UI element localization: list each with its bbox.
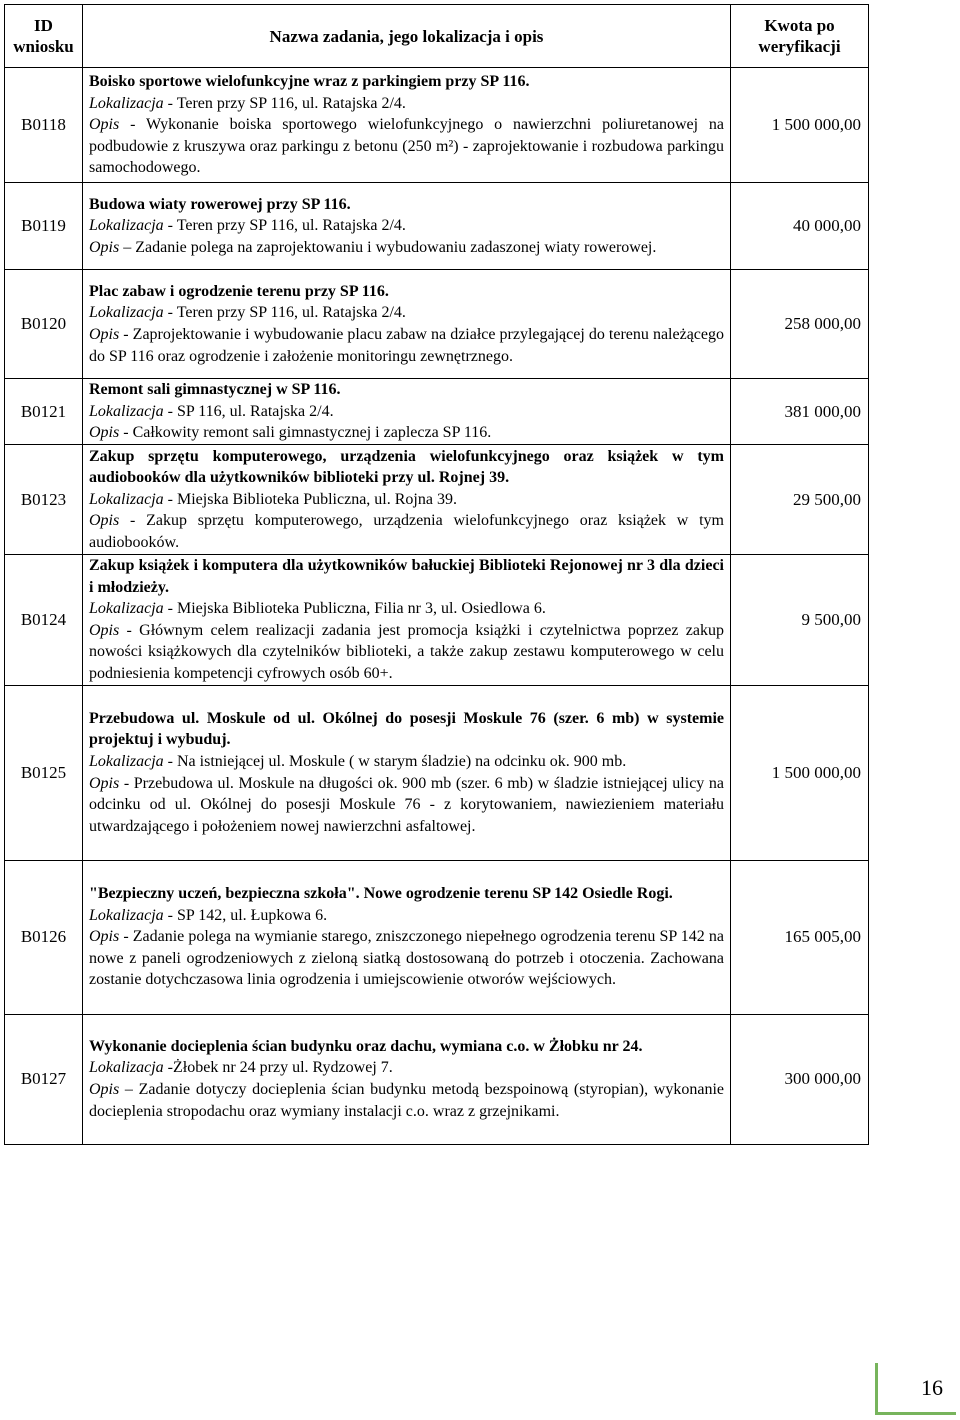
table-row bbox=[5, 860, 869, 1014]
location-label: Lokalizacja bbox=[89, 304, 164, 322]
location-text: - SP 116, ul. Ratajska 2/4. bbox=[163, 402, 334, 420]
description-label: Opis bbox=[89, 326, 120, 343]
description-text: – Zadanie dotyczy docieplenia ścian budynku metodą bezspoinową (styropian), wykonanie docieplenia stropodachu oraz wymiany instalacji c.o. wraz z grzejnikami. bbox=[89, 1081, 724, 1120]
location-label: Lokalizacja bbox=[89, 600, 164, 618]
table-row bbox=[5, 379, 869, 445]
row-id: B0126 bbox=[5, 860, 83, 1014]
description-label: Opis bbox=[89, 621, 120, 639]
description-label: Opis bbox=[89, 512, 120, 530]
task-location bbox=[89, 751, 724, 773]
verification-table bbox=[4, 4, 869, 1145]
location-label: Lokalizacja bbox=[89, 1059, 164, 1077]
task-title: Budowa wiaty rowerowej przy SP 116. bbox=[89, 195, 351, 213]
location-text: -Żłobek nr 24 przy ul. Rydzowej 7. bbox=[163, 1059, 393, 1077]
table-row bbox=[5, 68, 869, 183]
description-text: - Zaprojektowanie i wybudowanie placu zabaw na działce przylegającej do terenu należącego do SP 116 oraz ogrodzenie i założenie monitoringu zewnętrznego. bbox=[89, 326, 724, 365]
header-row bbox=[5, 5, 869, 68]
location-label: Lokalizacja bbox=[89, 752, 164, 770]
row-amount: 165 005,00 bbox=[731, 860, 869, 1014]
row-id: B0127 bbox=[5, 1014, 83, 1144]
location-label: Lokalizacja bbox=[89, 402, 164, 420]
description-text: – Zadanie polega na zaprojektowaniu i wybudowaniu zadaszonej wiaty rowerowej. bbox=[119, 238, 657, 256]
task-title: Przebudowa ul. Moskule od ul. Okólnej do posesji Moskule 76 (szer. 6 mb) w systemie projektuj i wybuduj. bbox=[89, 709, 724, 749]
description-label: Opis bbox=[89, 928, 120, 946]
description-text: - Zadanie polega na wymianie starego, zniszczonego niepełnego ogrodzenia terenu SP 142 na nowe z paneli ogrodzeniowych z zieloną siatką dostosowaną do potrzeb i otoczenia. Zachowana zostanie dotychczasowa linia ogrodzenia i umiejscowienie otworów wejściowych. bbox=[89, 928, 724, 989]
table-row bbox=[5, 270, 869, 379]
task-description bbox=[89, 114, 724, 179]
location-label: Lokalizacja bbox=[89, 490, 164, 508]
description-label: Opis bbox=[89, 1081, 120, 1099]
location-label: Lokalizacja bbox=[89, 94, 164, 112]
task-title: Zakup sprzętu komputerowego, urządzenia wielofunkcyjnego oraz książek w tym audiobooków dla użytkowników biblioteki przy ul. Rojnej 39. bbox=[89, 447, 724, 487]
task-title: "Bezpieczny uczeń, bezpieczna szkoła". Nowe ogrodzenie terenu SP 142 Osiedle Rogi. bbox=[89, 885, 673, 903]
description-text: - Zakup sprzętu komputerowego, urządzenia wielofunkcyjnego oraz książek w tym audiobooków. bbox=[89, 512, 724, 551]
location-label: Lokalizacja bbox=[89, 217, 164, 235]
description-text: - Całkowity remont sali gimnastycznej i zaplecza SP 116. bbox=[119, 424, 492, 442]
task-description bbox=[89, 237, 724, 259]
row-id: B0119 bbox=[5, 183, 83, 270]
description-label: Opis bbox=[89, 774, 120, 792]
location-text: - Miejska Biblioteka Publiczna, ul. Rojna 39. bbox=[163, 490, 457, 508]
row-amount: 29 500,00 bbox=[731, 445, 869, 555]
description-text: - Przebudowa ul. Moskule na długości ok. 900 mb (szer. 6 mb) w śladzie istniejącej ulicy na odcinku od ul. Okólnej do posesji Moskule 76 - z korytowaniem, nawiezieniem materiału utwardzającego i położeniem nowej nawierzchni asfaltowej. bbox=[89, 774, 724, 835]
header-name: Nazwa zadania, jego lokalizacja i opis bbox=[83, 5, 731, 68]
row-description bbox=[83, 68, 731, 183]
location-text: - Na istniejącej ul. Moskule ( w starym śladzie) na odcinku ok. 900 mb. bbox=[163, 752, 627, 770]
location-text: - Miejska Biblioteka Publiczna, Filia nr 3, ul. Osiedlowa 6. bbox=[163, 600, 546, 618]
task-location bbox=[89, 1057, 724, 1079]
task-title: Remont sali gimnastycznej w SP 116. bbox=[89, 381, 341, 399]
task-location bbox=[89, 401, 724, 423]
row-id: B0124 bbox=[5, 555, 83, 686]
row-description bbox=[83, 270, 731, 379]
row-id: B0118 bbox=[5, 68, 83, 183]
row-amount: 1 500 000,00 bbox=[731, 68, 869, 183]
row-amount: 300 000,00 bbox=[731, 1014, 869, 1144]
task-description bbox=[89, 1079, 724, 1122]
row-description bbox=[83, 555, 731, 686]
row-id: B0123 bbox=[5, 445, 83, 555]
description-label: Opis bbox=[89, 238, 120, 256]
row-id: B0125 bbox=[5, 685, 83, 860]
row-amount: 258 000,00 bbox=[731, 270, 869, 379]
row-description bbox=[83, 183, 731, 270]
task-description bbox=[89, 773, 724, 838]
description-label: Opis bbox=[89, 116, 120, 134]
task-description bbox=[89, 324, 724, 367]
row-description bbox=[83, 685, 731, 860]
task-title: Wykonanie docieplenia ścian budynku oraz dachu, wymiana c.o. w Żłobku nr 24. bbox=[89, 1037, 643, 1055]
header-id: ID wniosku bbox=[5, 5, 83, 68]
task-description bbox=[89, 422, 724, 444]
row-amount: 9 500,00 bbox=[731, 555, 869, 686]
location-text: - Teren przy SP 116, ul. Ratajska 2/4. bbox=[163, 94, 406, 112]
table-row bbox=[5, 685, 869, 860]
task-location bbox=[89, 302, 724, 324]
task-title: Plac zabaw i ogrodzenie terenu przy SP 116. bbox=[89, 282, 389, 300]
row-description bbox=[83, 1014, 731, 1144]
location-text: - Teren przy SP 116, ul. Ratajska 2/4. bbox=[163, 304, 406, 322]
description-label: Opis bbox=[89, 424, 120, 442]
row-id: B0120 bbox=[5, 270, 83, 379]
task-location bbox=[89, 93, 724, 115]
row-description bbox=[83, 379, 731, 445]
task-description bbox=[89, 926, 724, 991]
table-row bbox=[5, 1014, 869, 1144]
description-text: - Wykonanie boiska sportowego wielofunkcyjnego o nawierzchni poliuretanowej na podbudowie z kruszywa oraz parkingu z betonu (250 m²) - zaprojektowanie i rozbudowa parkingu samochodowego. bbox=[89, 116, 724, 177]
task-title: Zakup książek i komputera dla użytkowników bałuckiej Biblioteki Rejonowej nr 3 dla dzieci i młodzieży. bbox=[89, 557, 724, 596]
location-text: - Teren przy SP 116, ul. Ratajska 2/4. bbox=[163, 217, 406, 235]
task-location bbox=[89, 215, 724, 237]
row-description bbox=[83, 860, 731, 1014]
table-row bbox=[5, 445, 869, 555]
row-amount: 381 000,00 bbox=[731, 379, 869, 445]
task-description bbox=[89, 510, 724, 553]
header-amount: Kwota po weryfikacji bbox=[731, 5, 869, 68]
description-text: - Głównym celem realizacji zadania jest promocja książki i czytelnictwa poprzez zakup nowości książkowych dla czytelników biblioteki, a także zakup zestawu komputerowego w celu podniesienia kompetencji cyfrowych osób 60+. bbox=[89, 621, 724, 682]
task-location bbox=[89, 905, 724, 927]
task-location bbox=[89, 598, 724, 620]
location-text: - SP 142, ul. Łupkowa 6. bbox=[163, 906, 328, 924]
task-description bbox=[89, 620, 724, 685]
table-row bbox=[5, 555, 869, 686]
row-id: B0121 bbox=[5, 379, 83, 445]
task-title: Boisko sportowe wielofunkcyjne wraz z parkingiem przy SP 116. bbox=[89, 73, 530, 91]
row-amount: 1 500 000,00 bbox=[731, 685, 869, 860]
task-location bbox=[89, 489, 724, 511]
table-row bbox=[5, 183, 869, 270]
location-label: Lokalizacja bbox=[89, 906, 164, 924]
row-description bbox=[83, 445, 731, 555]
page-number: 16 bbox=[875, 1363, 956, 1415]
row-amount: 40 000,00 bbox=[731, 183, 869, 270]
